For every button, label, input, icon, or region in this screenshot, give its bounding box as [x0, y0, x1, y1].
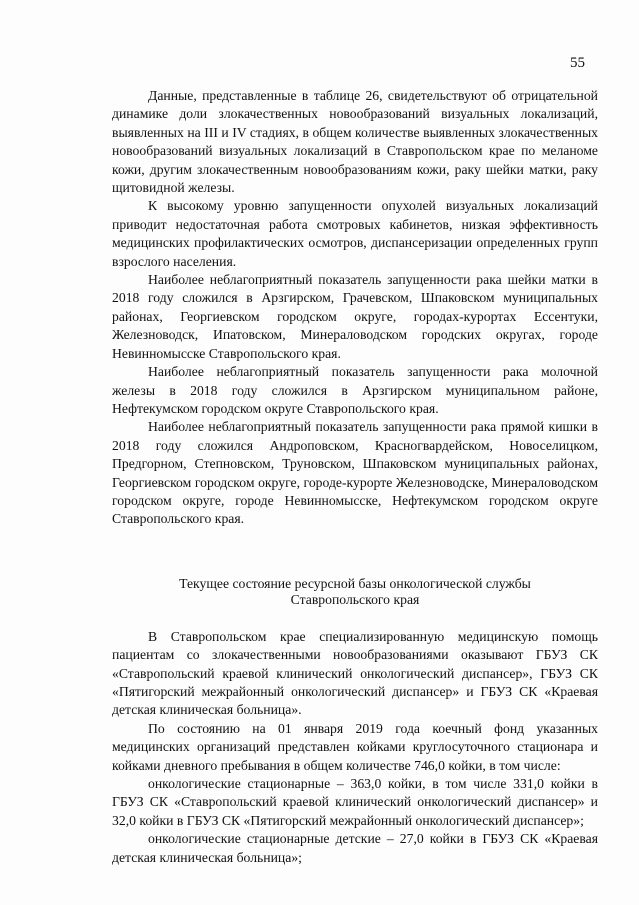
- paragraph: Данные, представленные в таблице 26, свидетельствуют об отрицательной динамике доли злокачественных новообразований визуальных локализаций, выявленных на III и IV стадиях, в общем количестве выявленных злокачественных новообразований визуальных локализаций в Ставропольском крае по меланоме кожи, другим злокачественным новообразованиям кожи, раку шейки матки, раку щитовидной железы.: [112, 88, 598, 196]
- paragraph: Наиболее неблагоприятный показатель запущенности рака шейки матки в 2018 году сложился в Арзгирском, Грачевском, Шпаковском муниципальных районах, Георгиевском городском округе, городах-курортах Ессентуки, Железноводск, Ипатовском, Минераловодском городских округах, городе Невинномысске Ставропольского края.: [112, 272, 598, 361]
- paragraph: В Ставропольском крае специализированную медицинскую помощь пациентам со злокачественными новообразованиями оказывают ГБУЗ СК «Ставропольский краевой клинический онкологический диспансер», ГБУЗ СК «Пятигорский межрайонный онкологический диспансер» и ГБУЗ СК «Краевая детская клиническая больница».: [112, 628, 598, 718]
- page-body: [112, 87, 598, 867]
- paragraph: Наиболее неблагоприятный показатель запущенности рака прямой кишки в 2018 году сложился Андроповском, Красногвардейском, Новоселицком, Предгорном, Степновском, Труновском, Шпаковском муниципальных районах, Георгиевском городском округе, городе-курорте Железноводске, Минераловодском городском округе, городе Невинномысске, Нефтекумском городском округе Ставропольского края.: [112, 419, 598, 527]
- section-heading: [112, 576, 598, 608]
- section-heading-line: Текущее состояние ресурсной базы онкологической службы: [179, 575, 531, 591]
- section-heading-line: Ставропольского края: [290, 591, 420, 607]
- spacer: [112, 608, 598, 628]
- paragraph: онкологические стационарные детские – 27,0 койки в ГБУЗ СК «Краевая детская клиническая больница»;: [112, 831, 598, 865]
- paragraph: Наиболее неблагоприятный показатель запущенности рака молочной железы в 2018 году сложился в Арзгирском муниципальном районе, Нефтекумском городском округе Ставропольского края.: [112, 364, 598, 416]
- paragraph: По состоянию на 01 января 2019 года коечный фонд указанных медицинских организаций представлен койками круглосуточного стационара и койками дневного пребывания в общем количестве 746,0 койки, в том числе:: [112, 720, 598, 773]
- paragraph: К высокому уровню запущенности опухолей визуальных локализаций приводит недостаточная работа смотровых кабинетов, низкая эффективность медицинских профилактических осмотров, диспансеризации определенных групп взрослого населения.: [112, 198, 598, 269]
- page-number: 55: [570, 55, 585, 71]
- paragraph: онкологические стационарные – 363,0 койки, в том числе 331,0 койки в ГБУЗ СК «Ставропольский краевой клинический онкологический диспансер» и 32,0 койки в ГБУЗ СК «Пятигорский межрайонный онкологический диспансер»;: [112, 776, 598, 828]
